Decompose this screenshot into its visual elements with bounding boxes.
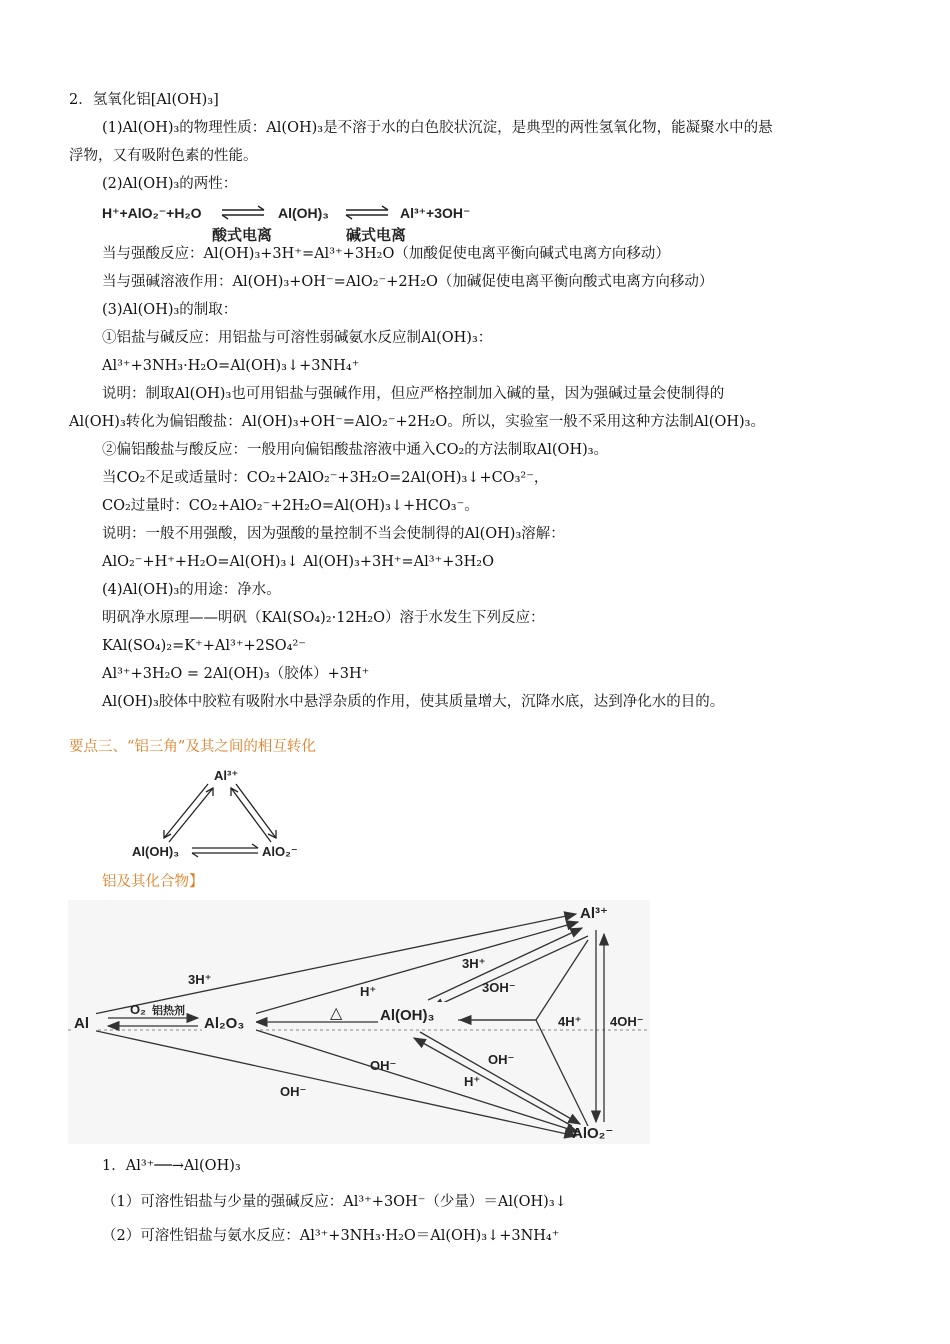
preparation-heading: (3)Al(OH)₃的制取：	[102, 302, 238, 318]
label-4h: 4H⁺	[558, 1014, 582, 1029]
note-1: 说明：制取Al(OH)₃也可用铝盐与强碱作用，但应严格控制加入碱的量，因为强碱过量会使制得的	[102, 386, 725, 402]
subsection-title: 1．Al³⁺──→Al(OH)₃	[102, 1158, 241, 1174]
item-1: （1）可溶性铝盐与少量的强碱反应：Al³⁺+3OH⁻（少量）＝Al(OH)₃↓	[102, 1194, 567, 1210]
alum-explanation: Al(OH)₃胶体中胶粒有吸附水中悬浮杂质的作用，使其质量增大，沉降水底，达到净化水的目的。	[102, 694, 725, 710]
method-1: ①铝盐与碱反应：用铝盐与可溶性弱碱氨水反应制Al(OH)₃：	[102, 330, 493, 346]
label-o2: O₂	[130, 1002, 146, 1017]
acid-reaction: 当与强酸反应：Al(OH)₃+3H⁺=Al³⁺+3H₂O（加酸促使电离平衡向碱式电离方向移动）	[102, 246, 670, 262]
aluminum-triangle-diagram	[128, 760, 328, 868]
eq-right: Al³⁺+3OH⁻	[400, 205, 471, 221]
alum-equation-2: Al³⁺+3H₂O = 2Al(OH)₃（胶体）+3H⁺	[102, 666, 370, 682]
label-base-ionization: 碱式电离	[346, 227, 407, 244]
method-1-equation: Al³⁺+3NH₃·H₂O=Al(OH)₃↓+3NH₄⁺	[102, 358, 360, 374]
label-heat: △	[330, 1005, 343, 1022]
label-oh-al: OH⁻	[280, 1084, 307, 1099]
label-3h: 3H⁺	[188, 972, 212, 987]
label-h-alo2: H⁺	[464, 1074, 481, 1089]
alum-equation-1: KAl(SO₄)₂=K⁺+Al³⁺+2SO₄²⁻	[102, 638, 306, 654]
method-2: ②偏铝酸盐与酸反应：一般用向偏铝酸盐溶液中通入CO₂的方法制取Al(OH)₃。	[102, 442, 609, 458]
node-alo2: AlO₂⁻	[572, 1125, 614, 1142]
label-4oh: 4OH⁻	[610, 1014, 644, 1029]
alum-principle: 明矾净水原理——明矾（KAl(SO₄)₂·12H₂O）溶于水发生下列反应：	[102, 610, 545, 626]
item-2: （2）可溶性铝盐与氨水反应：Al³⁺+3NH₃·H₂O＝Al(OH)₃↓+3NH₄⁺	[102, 1228, 560, 1244]
note-2: 说明：一般不用强酸，因为强酸的量控制不当会使制得的Al(OH)₃溶解：	[102, 526, 565, 542]
label-3h-aloh3: 3H⁺	[462, 956, 486, 971]
label-thermite: 铝热剂	[152, 1005, 185, 1017]
triangle-node-al3: Al³⁺	[214, 768, 239, 783]
paragraph-physical-properties-cont: 浮物，又有吸附色素的性能。	[69, 148, 258, 164]
section-3-heading: 要点三、“铝三角”及其之间的相互转化	[69, 739, 316, 755]
equilibrium-arrow-2	[346, 206, 388, 219]
co2-excess: CO₂过量时：CO₂+AlO₂⁻+2H₂O=Al(OH)₃↓+HCO₃⁻。	[102, 498, 479, 514]
aluminum-conversion-diagram	[68, 900, 650, 1144]
node-al3: Al³⁺	[580, 905, 608, 922]
triangle-node-aloh3: Al(OH)₃	[132, 844, 180, 859]
label-oh-aloh3: OH⁻	[488, 1052, 515, 1067]
base-reaction: 当与强碱溶液作用：Al(OH)₃+OH⁻=AlO₂⁻+2H₂O（加碱促使电离平衡向酸式电离方向移动）	[102, 274, 714, 290]
label-oh-al2o3: OH⁻	[370, 1058, 397, 1073]
node-aloh3: Al(OH)₃	[380, 1007, 435, 1024]
eq-mid: Al(OH)₃	[278, 205, 329, 221]
label-3oh: 3OH⁻	[482, 980, 516, 995]
eq-left: H⁺+AlO₂⁻+H₂O	[102, 205, 202, 221]
label-acid-ionization: 酸式电离	[212, 227, 273, 244]
note-2-equations: AlO₂⁻+H⁺+H₂O=Al(OH)₃↓ Al(OH)₃+3H⁺=Al³⁺+3H₂O	[102, 554, 494, 570]
node-al2o3: Al₂O₃	[204, 1015, 245, 1032]
paragraph-amphoteric: (2)Al(OH)₃的两性：	[102, 176, 238, 192]
uses-heading: (4)Al(OH)₃的用途：净水。	[102, 582, 281, 598]
label-h: H⁺	[360, 984, 377, 999]
node-al: Al	[74, 1015, 89, 1032]
co2-insufficient: 当CO₂不足或适量时：CO₂+2AlO₂⁻+3H₂O=2Al(OH)₃↓+CO₃²⁻，	[102, 470, 549, 486]
triangle-node-alo2: AlO₂⁻	[262, 844, 298, 859]
note-1-cont: Al(OH)₃转化为偏铝酸盐：Al(OH)₃+OH⁻=AlO₂⁻+2H₂O。所以，实验室一般不采用这种方法制Al(OH)₃。	[69, 414, 765, 430]
triangle-arrows	[164, 784, 276, 857]
section-title: 2．氢氧化铝[Al(OH)₃]	[69, 92, 219, 108]
paragraph-physical-properties: (1)Al(OH)₃的物理性质：Al(OH)₃是不溶于水的白色胶状沉淀，是典型的两性氢氧化物，能凝聚水中的悬	[102, 120, 773, 136]
subheading-aluminum-compounds: 铝及其化合物】	[102, 874, 204, 890]
equilibrium-arrow-1	[222, 206, 264, 219]
ionization-equation	[100, 200, 520, 244]
